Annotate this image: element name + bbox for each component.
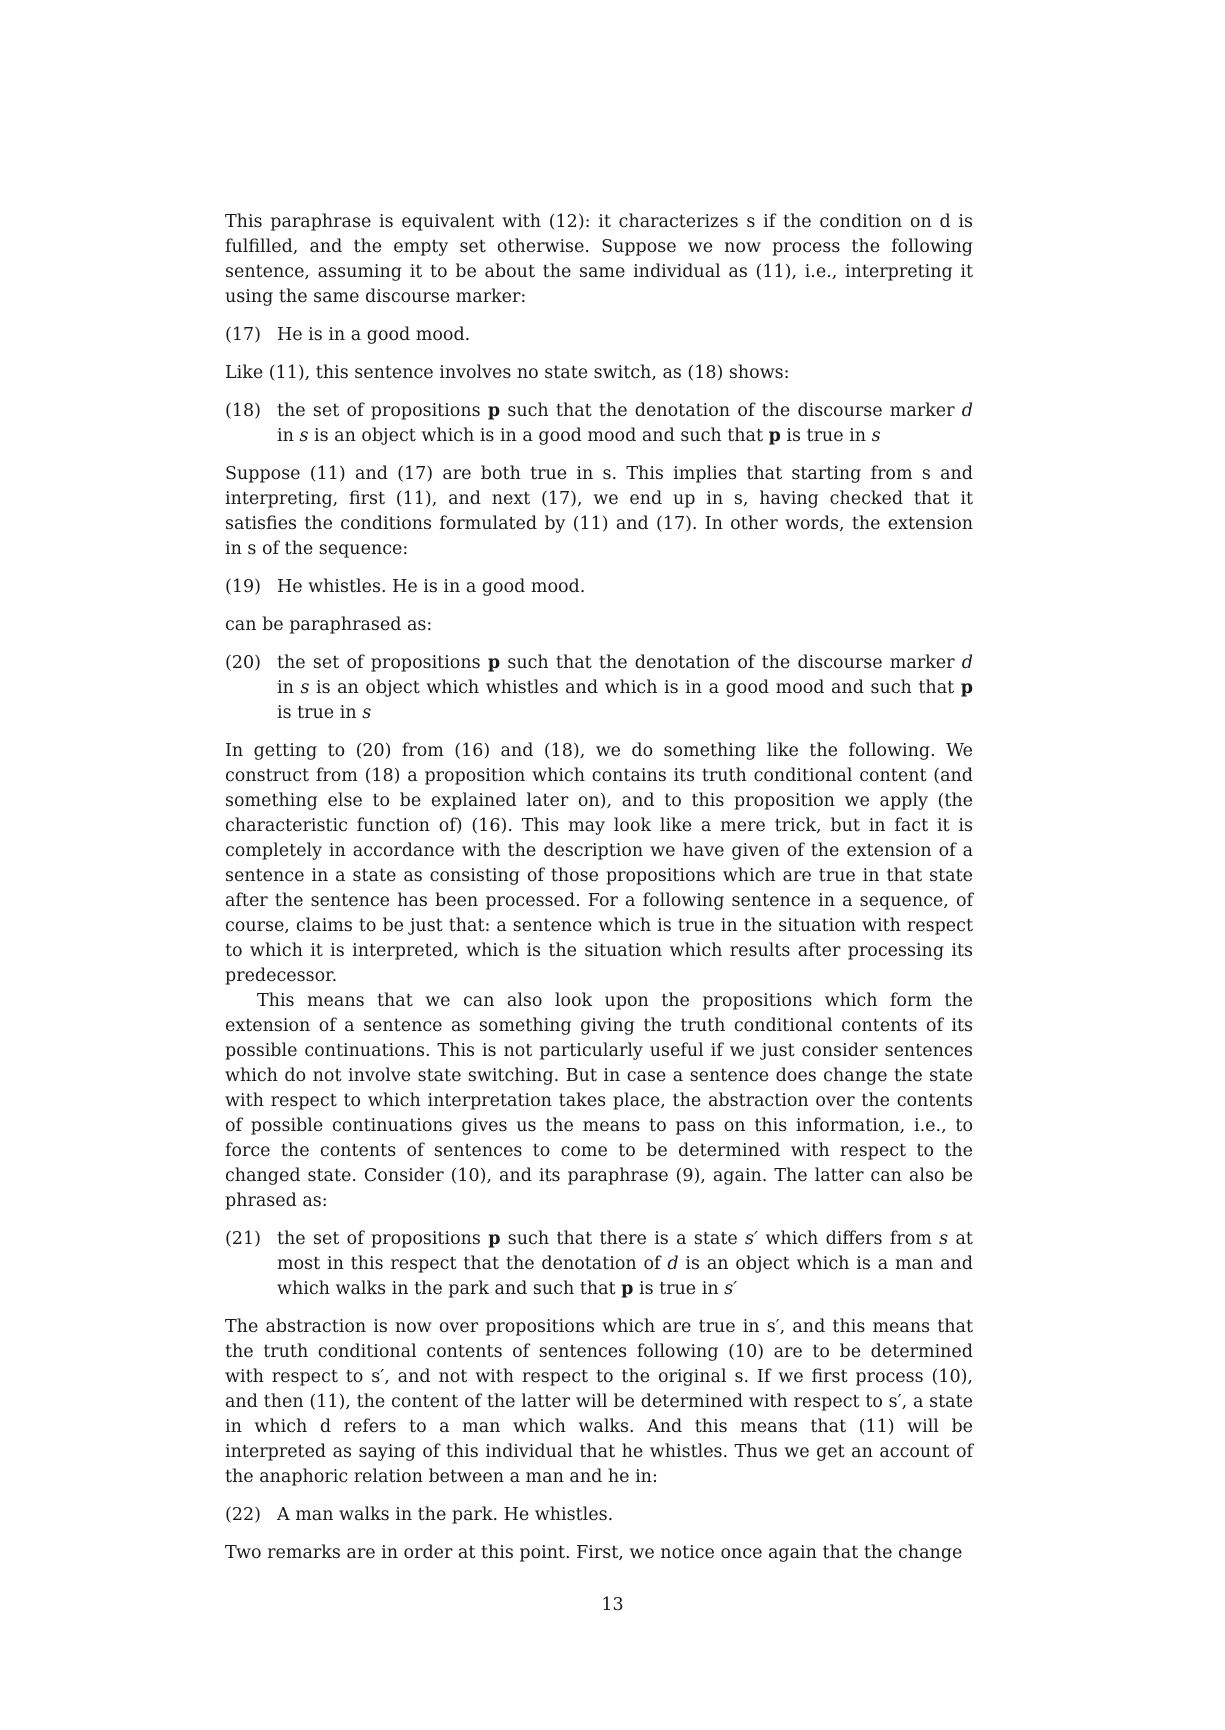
paragraph-1: This paraphrase is equivalent with (12): it characterizes s if the condition on d is fulfilled, and the empty set otherwise. Suppose we now process the following sentence, assuming it to be about the same individual as (11), i.e., interpreting it using the same discourse marker: <box>225 212 973 307</box>
paragraph-8: Two remarks are in order at this point. First, we notice once again that the change <box>225 1543 963 1563</box>
paragraph-5: In getting to (20) from (16) and (18), we do something like the following. We construct from (18) a proposition which contains its truth conditional content (and something else to be explained later on), and to this proposition we apply (the characteristic function of) (16). This may look like a mere trick, but in fact it is completely in accordance with the description we have given of the extension of a sentence in a state as consisting of those propositions which are true in that state after the sentence has been processed. For a following sentence in a sequence, of course, claims to be just that: a sentence which is true in the situation with respect to which it is interpreted, which is the situation which results after processing its predecessor. <box>225 741 973 986</box>
paragraph-6: This means that we can also look upon the propositions which form the extension of a sentence as something giving the truth conditional contents of its possible continuations. This is not particularly useful if we just consider sentences which do not involve state switching. But in case a sentence does change the state with respect to which interpretation takes place, the abstraction over the contents of possible continuations gives us the means to pass on this information, i.e., to force the contents of sentences to come to be determined with respect to the changed state. Consider (10), and its paraphrase (9), again. The latter can also be phrased as: <box>225 991 973 1211</box>
example-number: (19) <box>225 577 261 597</box>
example-number: (20) <box>225 653 261 673</box>
page-body <box>225 210 973 1579</box>
example-number: (18) <box>225 401 261 421</box>
example-text: the set of propositions p such that there is a state s′ which differs from s at most in this respect that the denotation of d is an object which is a man and which walks in the park and such that p is true in s′ <box>277 1229 973 1299</box>
example-text: the set of propositions p such that the denotation of the discourse marker d in s is an object which is in a good mood and such that p is true in s <box>277 401 973 446</box>
example-text: the set of propositions p such that the denotation of the discourse marker d in s is an object which whistles and which is in a good mood and such that p is true in s <box>277 653 973 723</box>
example-22 <box>225 1503 973 1528</box>
example-18 <box>225 399 973 449</box>
example-number: (21) <box>225 1229 261 1249</box>
example-number: (22) <box>225 1505 261 1525</box>
paragraph-4: can be paraphrased as: <box>225 615 433 635</box>
example-21 <box>225 1227 973 1302</box>
example-text: A man walks in the park. He whistles. <box>277 1505 614 1525</box>
example-17 <box>225 323 973 348</box>
paragraph-2: Like (11), this sentence involves no state switch, as (18) shows: <box>225 363 790 383</box>
paragraph-7: The abstraction is now over propositions which are true in s′, and this means that the truth conditional contents of sentences following (10) are to be determined with respect to s′, and not with respect to the original s. If we first process (10), and then (11), the content of the latter will be determined with respect to s′, a state in which d refers to a man which walks. And this means that (11) will be interpreted as saying of this individual that he whistles. Thus we get an account of the anaphoric relation between a man and he in: <box>225 1317 973 1487</box>
example-20 <box>225 651 973 726</box>
example-text: He whistles. He is in a good mood. <box>277 577 586 597</box>
example-text: He is in a good mood. <box>277 325 471 345</box>
paragraph-3: Suppose (11) and (17) are both true in s. This implies that starting from s and interpreting, first (11), and next (17), we end up in s, having checked that it satisfies the conditions formulated by (11) and (17). In other words, the extension in s of the sequence: <box>225 464 973 559</box>
example-19 <box>225 575 973 600</box>
example-number: (17) <box>225 325 261 345</box>
page-number: 13 <box>601 1595 624 1615</box>
